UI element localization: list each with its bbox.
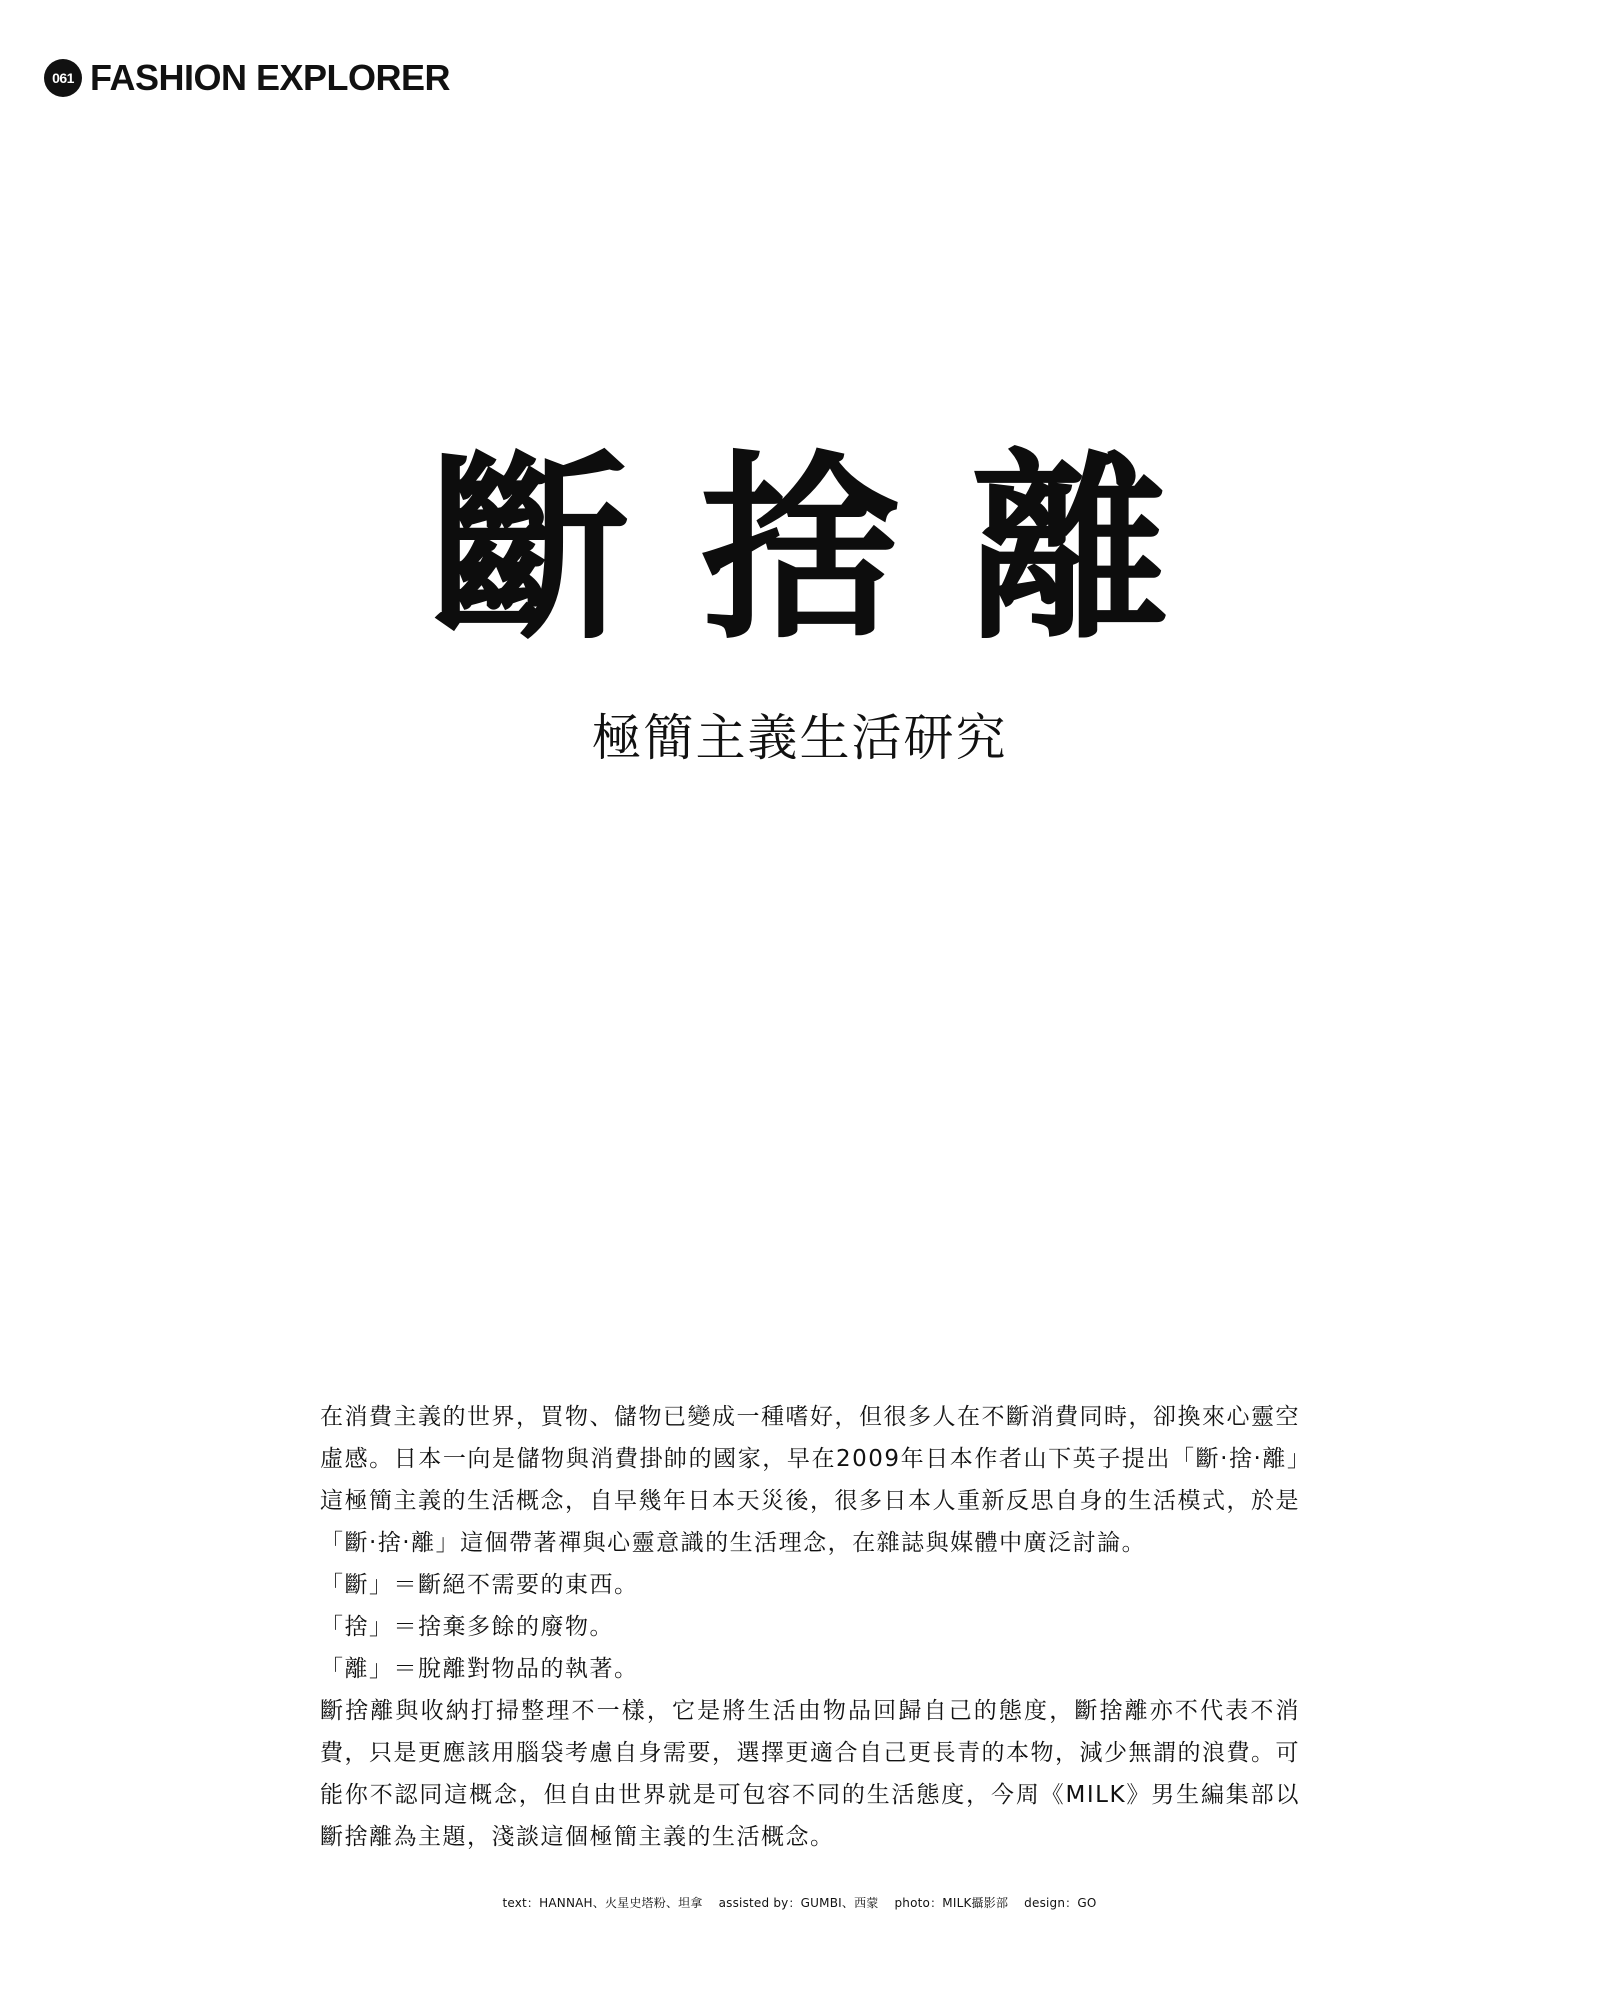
definition-dan: 「斷」＝斷絕不需要的東西。	[320, 1572, 639, 1598]
closing-paragraph: 斷捨離與收納打掃整理不一樣，它是將生活由物品回歸自己的態度，斷捨離亦不代表不消費，只是更應該用腦袋考慮自身需要，選擇更適合自己更長青的本物，減少無謂的浪費。可能你不認同這概念，但自由世界就是可包容不同的生活態度，今周《MILK》男生編集部以斷捨離為主題，淺談這個極簡主義的生活概念。	[320, 1698, 1300, 1850]
article-subtitle: 極簡主義生活研究	[591, 709, 1008, 767]
credit-photo: photo：MILK攝影部	[894, 1896, 1009, 1910]
page-header	[44, 54, 450, 102]
definition-li: 「離」＝脫離對物品的執著。	[320, 1656, 639, 1682]
article-title: 斷捨離	[429, 432, 1240, 667]
intro-paragraph: 在消費主義的世界，買物、儲物已變成一種嗜好，但很多人在不斷消費同時，卻換來心靈空虛感。日本一向是儲物與消費掛帥的國家，早在2009年日本作者山下英子提出「斷‧捨‧離」這極簡主義的生活概念，自早幾年日本天災後，很多日本人重新反思自身的生活模式，於是「斷‧捨‧離」這個帶著禪與心靈意識的生活理念，在雜誌與媒體中廣泛討論。	[320, 1404, 1300, 1556]
section-title: FASHION EXPLORER	[90, 57, 451, 98]
credits-line	[0, 1894, 1599, 1911]
page-number-badge: 061	[44, 59, 82, 97]
credit-design: design：GO	[1024, 1896, 1097, 1910]
article-body	[320, 1396, 1300, 1858]
credit-text: text：HANNAH、火星史塔粉、坦拿	[502, 1896, 703, 1910]
credit-assisted: assisted by：GUMBI、西蒙	[718, 1896, 879, 1910]
definition-she: 「捨」＝捨棄多餘的廢物。	[320, 1614, 614, 1640]
